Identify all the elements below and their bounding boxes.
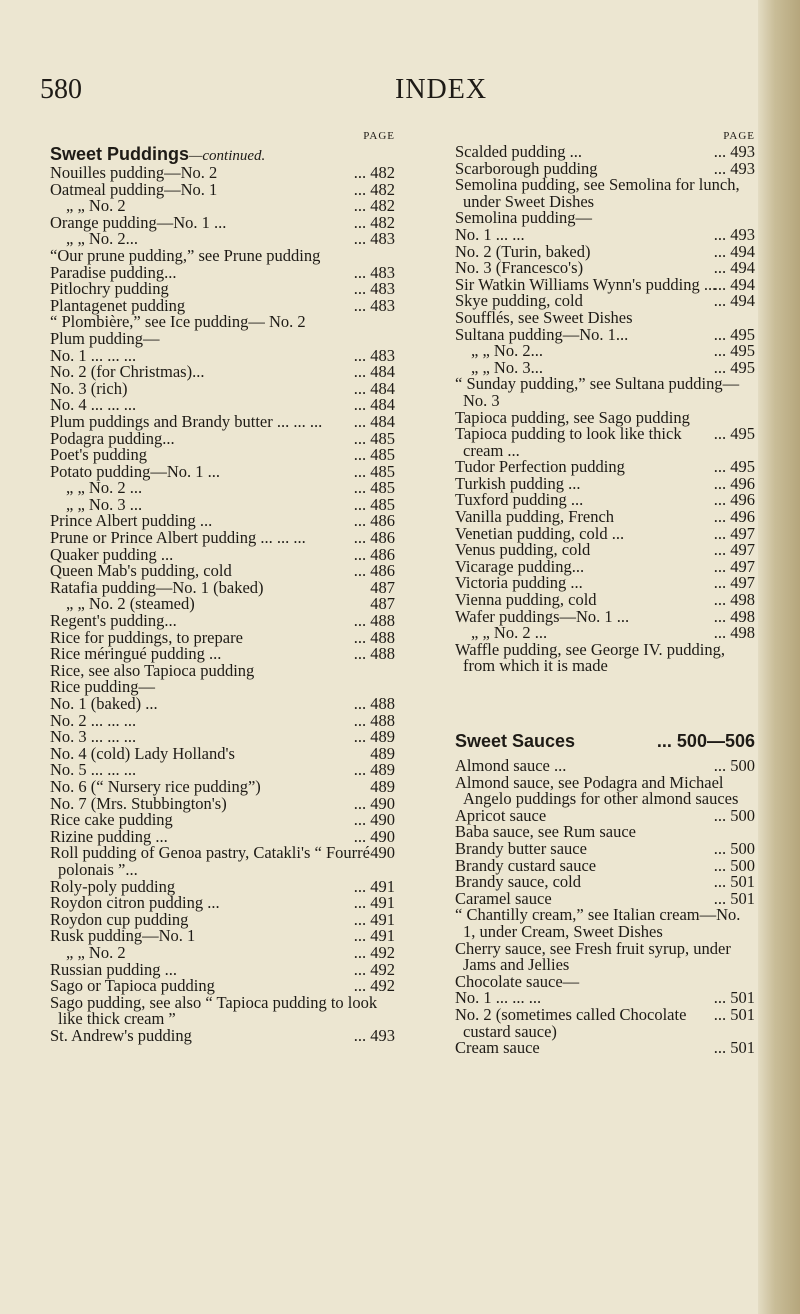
entry-page-number: ... 495 (713, 424, 755, 444)
entry-text: „ „ No. 2 ... (471, 623, 548, 643)
sauces-section-title (455, 731, 755, 752)
entry-page-number: ... 482 (353, 212, 395, 232)
entry-page-number: ... 486 (353, 511, 395, 531)
entry-page-number: ... 489 (353, 727, 395, 747)
entry-text: Nouilles pudding—No. 2 (50, 163, 218, 182)
entry-text: No. 5 ... ... ... (50, 760, 137, 780)
entry-text: No. 4 ... ... ... (50, 395, 137, 415)
page-number: 580 (40, 74, 82, 105)
entry-page-number: ... 485 (353, 494, 395, 514)
entry-text: No. 4 (cold) Lady Holland's (50, 743, 235, 763)
entry-text: Roydon citron pudding ... (50, 893, 220, 913)
entry-text: No. 3 (rich) (50, 378, 128, 398)
entry-page-number: ... 491 (353, 893, 395, 913)
entry-text: Venetian pudding, cold ... (455, 523, 625, 543)
entry-text: Rice cake pudding (50, 810, 173, 830)
entry-text: Rice for puddings, to prepare (50, 627, 243, 647)
page-column-label: PAGE (723, 130, 755, 142)
entry-page-number: ... 486 (353, 544, 395, 564)
left-entry-list (50, 165, 395, 1044)
index-entry (455, 177, 755, 210)
entry-text: Tuxford pudding ... (455, 490, 584, 510)
entry-page-number: ... 494 (713, 291, 755, 311)
entry-text: „ „ No. 3 ... (66, 494, 143, 514)
page-column-label: PAGE (363, 130, 395, 142)
entry-text: Ratafia pudding—No. 1 (baked) (50, 577, 264, 597)
entry-page-number: ... 486 (353, 561, 395, 581)
entry-text: Almond sauce ... (455, 756, 567, 775)
entry-text: No. 1 ... ... (455, 224, 525, 244)
index-entry (50, 1025, 395, 1045)
entry-page-number: ... 498 (713, 623, 755, 643)
index-entry (455, 426, 755, 459)
index-entry (50, 992, 395, 1029)
entry-text: Brandy custard sauce (455, 855, 597, 875)
entry-page-number: ... 494 (713, 274, 755, 294)
entry-page-number: ... 488 (353, 611, 395, 631)
entry-page-number: ... 493 (713, 224, 755, 244)
entry-text: Semolina pudding— (455, 208, 593, 228)
entry-text: Rice, see also Tapioca pudding (50, 660, 255, 680)
entry-page-number: ... 495 (713, 324, 755, 344)
entry-page-number: ... 486 (353, 528, 395, 548)
entry-page-number: ... 485 (353, 461, 395, 481)
entry-page-number: ... 497 (713, 523, 755, 543)
index-entry (455, 772, 755, 809)
entry-page-number: ... 497 (713, 573, 755, 593)
entry-text: Sir Watkin Williams Wynn's pudding ... (455, 274, 717, 294)
entry-text: “Our prune pudding,” see Prune pudding (50, 245, 321, 265)
entry-page-number: ... 489 (353, 760, 395, 780)
page-header (0, 70, 800, 110)
entry-page-number: ... 494 (713, 241, 755, 261)
entry-text: Venus pudding, cold (455, 540, 591, 560)
section-title (50, 144, 395, 165)
entry-page-number: ... 496 (713, 490, 755, 510)
entry-page-number: ... 483 (353, 295, 395, 315)
entry-text: St. Andrew's pudding (50, 1025, 192, 1045)
entry-text: Wafer puddings—No. 1 ... (455, 606, 630, 626)
entry-text: „ „ No. 2 (steamed) (66, 594, 195, 614)
entry-text: Rice pudding— (50, 677, 155, 697)
index-entry (50, 845, 395, 878)
entry-text: “ Chantilly cream,” see Italian cream—No. 1, under Cream, Sweet Dishes (455, 905, 741, 941)
entry-page-number: ... 483 (353, 345, 395, 365)
index-entry (455, 1004, 755, 1041)
entry-text: „ „ No. 2... (66, 229, 138, 249)
section-continued: —continued. (189, 148, 266, 164)
entry-page-number: 490 (370, 843, 395, 863)
entry-text: „ „ No. 2 ... (66, 478, 143, 498)
entry-page-number: ... 498 (713, 590, 755, 610)
entry-page-number: ... 493 (353, 1025, 395, 1045)
entry-page-number: ... 496 (713, 473, 755, 493)
entry-text: Vanilla pudding, French (455, 507, 615, 527)
entry-page-number: ... 491 (353, 876, 395, 896)
entry-text: Turkish pudding ... (455, 473, 581, 493)
entry-text: Victoria pudding ... (455, 573, 583, 593)
entry-page-number: 489 (370, 743, 395, 763)
index-entry (455, 938, 755, 975)
entry-page-number: ... 496 (713, 507, 755, 527)
running-head: INDEX (395, 74, 488, 105)
entry-text: „ „ No. 3... (471, 357, 543, 377)
right-column (455, 130, 755, 1057)
entry-page-number: ... 501 (713, 988, 755, 1008)
sauce-entry-list (455, 758, 755, 1057)
entry-page-number: ... 484 (353, 395, 395, 415)
entry-text: Sago or Tapioca pudding (50, 976, 215, 996)
sauces-title-text: Sweet Sauces (455, 731, 576, 751)
entry-text: No. 2 (for Christmas)... (50, 362, 205, 382)
entry-page-number: ... 483 (353, 279, 395, 299)
entry-text: No. 2 (Turin, baked) (455, 241, 591, 261)
entry-text: Queen Mab's pudding, cold (50, 561, 232, 581)
entry-text: Scalded pudding ... (455, 142, 582, 161)
entry-page-number: ... 483 (353, 229, 395, 249)
entry-text: Vienna pudding, cold (455, 590, 597, 610)
left-column (50, 130, 395, 1044)
entry-text: Apricot sauce (455, 805, 547, 825)
entry-page-number: 487 (370, 577, 395, 597)
entry-text: Cherry sauce, see Fresh fruit syrup, under Jams and Jellies (455, 938, 731, 975)
entry-text: Sultana pudding—No. 1... (455, 324, 629, 344)
index-entry (455, 376, 755, 409)
entry-text: Rusk pudding—No. 1 (50, 926, 196, 946)
entry-text: No. 2 ... ... ... (50, 710, 137, 730)
entry-text: Semolina pudding, see Semolina for lunch, under Sweet Dishes (455, 175, 740, 211)
entry-page-number: ... 482 (353, 196, 395, 216)
entry-text: Plum pudding— (50, 328, 160, 348)
entry-text: Brandy sauce, cold (455, 872, 581, 892)
entry-text: Poet's pudding (50, 445, 147, 465)
entry-text: No. 7 (Mrs. Stubbington's) (50, 793, 227, 813)
entry-page-number: ... 493 (713, 158, 755, 178)
entry-text: Plantagenet pudding (50, 295, 186, 315)
entry-text: Waffle pudding, see George IV. pudding, from which it is made (455, 639, 725, 676)
page-edge-shadow (758, 0, 800, 1314)
entry-page-number: ... 490 (353, 810, 395, 830)
entry-page-number: ... 484 (353, 411, 395, 431)
entry-text: Tapioca pudding, see Sago pudding (455, 407, 690, 427)
entry-page-number: 489 (370, 776, 395, 796)
entry-text: No. 1 ... ... ... (455, 988, 542, 1008)
entry-page-number: ... 500 (713, 756, 755, 775)
entry-page-number: ... 490 (353, 793, 395, 813)
entry-page-number: ... 485 (353, 428, 395, 448)
entry-text: Paradise pudding... (50, 262, 177, 282)
entry-page-number: ... 492 (353, 942, 395, 962)
entry-text: „ „ No. 2 (66, 942, 126, 962)
entry-text: Potato pudding—No. 1 ... (50, 461, 221, 481)
entry-text: Rizine pudding ... (50, 826, 168, 846)
entry-page-number: ... 497 (713, 540, 755, 560)
entry-page-number: ... 488 (353, 694, 395, 713)
entry-text: Russian pudding ... (50, 959, 177, 979)
entry-text: No. 6 (“ Nursery rice pudding”) (50, 776, 261, 796)
entry-text: Baba sauce, see Rum sauce (455, 822, 636, 842)
entry-page-number: ... 501 (713, 1038, 755, 1058)
entry-text: Orange pudding—No. 1 ... (50, 212, 227, 232)
entry-text: “ Sunday pudding,” see Sultana pudding—No. 3 (455, 374, 740, 410)
entry-text: Podagra pudding... (50, 428, 175, 448)
entry-text: Prune or Prince Albert pudding ... ... ... (50, 528, 306, 548)
entry-text: No. 3 ... ... ... (50, 727, 137, 747)
entry-page-number: ... 485 (353, 478, 395, 498)
entry-page-number: ... 500 (713, 805, 755, 825)
entry-page-number: ... 494 (713, 258, 755, 278)
right-entry-list (455, 144, 755, 675)
entry-text: Tudor Perfection pudding (455, 457, 625, 477)
entry-text: No. 1 ... ... ... (50, 345, 137, 365)
entry-text: Regent's pudding... (50, 611, 177, 631)
entry-text: Chocolate sauce— (455, 971, 580, 991)
entry-text: „ „ No. 2 (66, 196, 126, 216)
entry-page-number: ... 488 (353, 627, 395, 647)
entry-page-number: ... 491 (353, 909, 395, 929)
entry-text: Sago pudding, see also “ Tapioca pudding to look like thick cream ” (50, 992, 378, 1029)
entry-page-number: ... 483 (353, 262, 395, 282)
entry-text: Brandy butter sauce (455, 838, 587, 858)
entry-text: Vicarage pudding... (455, 556, 585, 576)
entry-page-number: ... 495 (713, 357, 755, 377)
entry-text: No. 1 (baked) ... (50, 694, 158, 713)
entry-text: Roll pudding of Genoa pastry, Catakli's “ Fourré polonais ”... (50, 843, 370, 879)
entry-text: No. 2 (sometimes called Chocolate custard sauce) (455, 1004, 687, 1041)
entry-page-number: ... 482 (353, 163, 395, 182)
entry-page-number: ... 501 (713, 872, 755, 892)
entry-text: Rice méringué pudding ... (50, 644, 222, 664)
entry-page-number: ... 485 (353, 445, 395, 465)
entry-page-number: ... 484 (353, 378, 395, 398)
entry-page-number: ... 490 (353, 826, 395, 846)
entry-page-number: ... 492 (353, 959, 395, 979)
entry-text: Scarborough pudding (455, 158, 598, 178)
entry-page-number: ... 484 (353, 362, 395, 382)
entry-page-number: ... 493 (713, 142, 755, 161)
entry-page-number: ... 498 (713, 606, 755, 626)
entry-page-number: ... 495 (713, 457, 755, 477)
entry-text: Cream sauce (455, 1038, 540, 1058)
entry-page-number: 487 (370, 594, 395, 614)
entry-page-number: ... 501 (713, 888, 755, 908)
entry-text: Quaker pudding ... (50, 544, 174, 564)
entry-page-number: ... 488 (353, 710, 395, 730)
entry-text: Almond sauce, see Podagra and Michael Angelo puddings for other almond sauces (455, 772, 739, 809)
entry-text: Plum puddings and Brandy butter ... ... ... (50, 411, 323, 431)
index-entry (455, 1040, 755, 1057)
entry-page-number: ... 488 (353, 644, 395, 664)
entry-text: Skye pudding, cold (455, 291, 583, 311)
entry-page-number: ... 482 (353, 179, 395, 199)
sauces-page-range: ... 500—506 (656, 731, 755, 751)
index-entry (455, 639, 755, 676)
entry-text: „ „ No. 2... (471, 341, 543, 361)
entry-page-number: ... 495 (713, 341, 755, 361)
entry-page-number: ... 500 (713, 838, 755, 858)
entry-text: Tapioca pudding to look like thick cream ... (455, 424, 682, 460)
entry-text: Oatmeal pudding—No. 1 (50, 179, 218, 199)
entry-page-number: ... 500 (713, 855, 755, 875)
entry-page-number: ... 497 (713, 556, 755, 576)
entry-text: Prince Albert pudding ... (50, 511, 213, 531)
entry-page-number: ... 491 (353, 926, 395, 946)
index-entry (455, 907, 755, 940)
entry-text: Caramel sauce (455, 888, 552, 908)
entry-text: No. 3 (Francesco's) (455, 258, 584, 278)
entry-text: Soufflés, see Sweet Dishes (455, 307, 633, 327)
entry-text: “ Plombière,” see Ice pudding— No. 2 (50, 312, 306, 332)
entry-text: Roydon cup pudding (50, 909, 189, 929)
entry-text: Pitlochry pudding (50, 279, 169, 299)
section-title-text: Sweet Puddings (50, 144, 190, 164)
entry-text: Roly-poly pudding (50, 876, 176, 896)
entry-page-number: ... 492 (353, 976, 395, 996)
entry-page-number: ... 501 (713, 1004, 755, 1024)
